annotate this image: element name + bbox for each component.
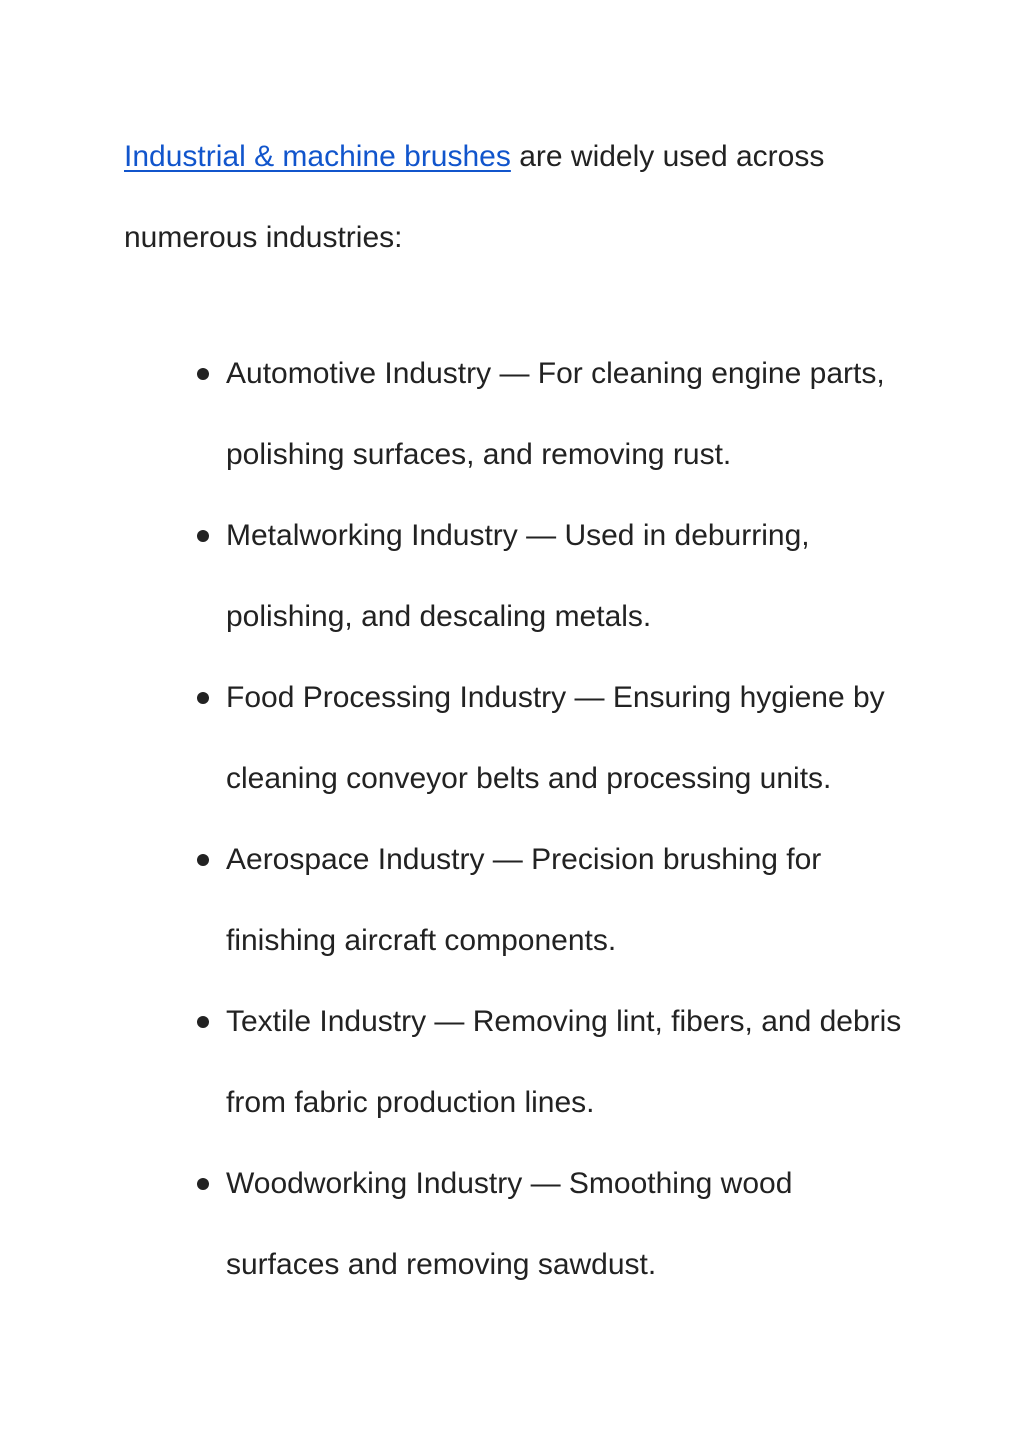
bullet-icon: [197, 1016, 209, 1028]
list-item: [0, 333, 906, 495]
list-item-text: Food Processing Industry — Ensuring hygiene by cleaning conveyor belts and processing units.: [226, 681, 885, 795]
bullet-icon: [197, 530, 209, 542]
intro-text: are widely used across numerous industries:: [124, 140, 825, 254]
bullet-icon: [197, 368, 209, 380]
industries-list: [0, 333, 1024, 1305]
list-item: [0, 819, 906, 981]
bullet-icon: [197, 854, 209, 866]
intro-paragraph: [124, 116, 924, 278]
industrial-brushes-link[interactable]: Industrial & machine brushes: [124, 140, 511, 173]
bullet-icon: [197, 1178, 209, 1190]
list-item: [0, 981, 906, 1143]
list-item-text: Woodworking Industry — Smoothing wood surfaces and removing sawdust.: [226, 1167, 793, 1281]
bullet-icon: [197, 692, 209, 704]
list-item: [0, 1143, 906, 1305]
list-item: [0, 657, 906, 819]
list-item: [0, 495, 906, 657]
list-item-text: Aerospace Industry — Precision brushing for finishing aircraft components.: [226, 843, 822, 957]
list-item-text: Textile Industry — Removing lint, fibers, and debris from fabric production lines.: [226, 1005, 902, 1119]
list-item-text: Automotive Industry — For cleaning engine parts, polishing surfaces, and removing rust.: [226, 357, 885, 471]
list-item-text: Metalworking Industry — Used in deburring, polishing, and descaling metals.: [226, 519, 810, 633]
